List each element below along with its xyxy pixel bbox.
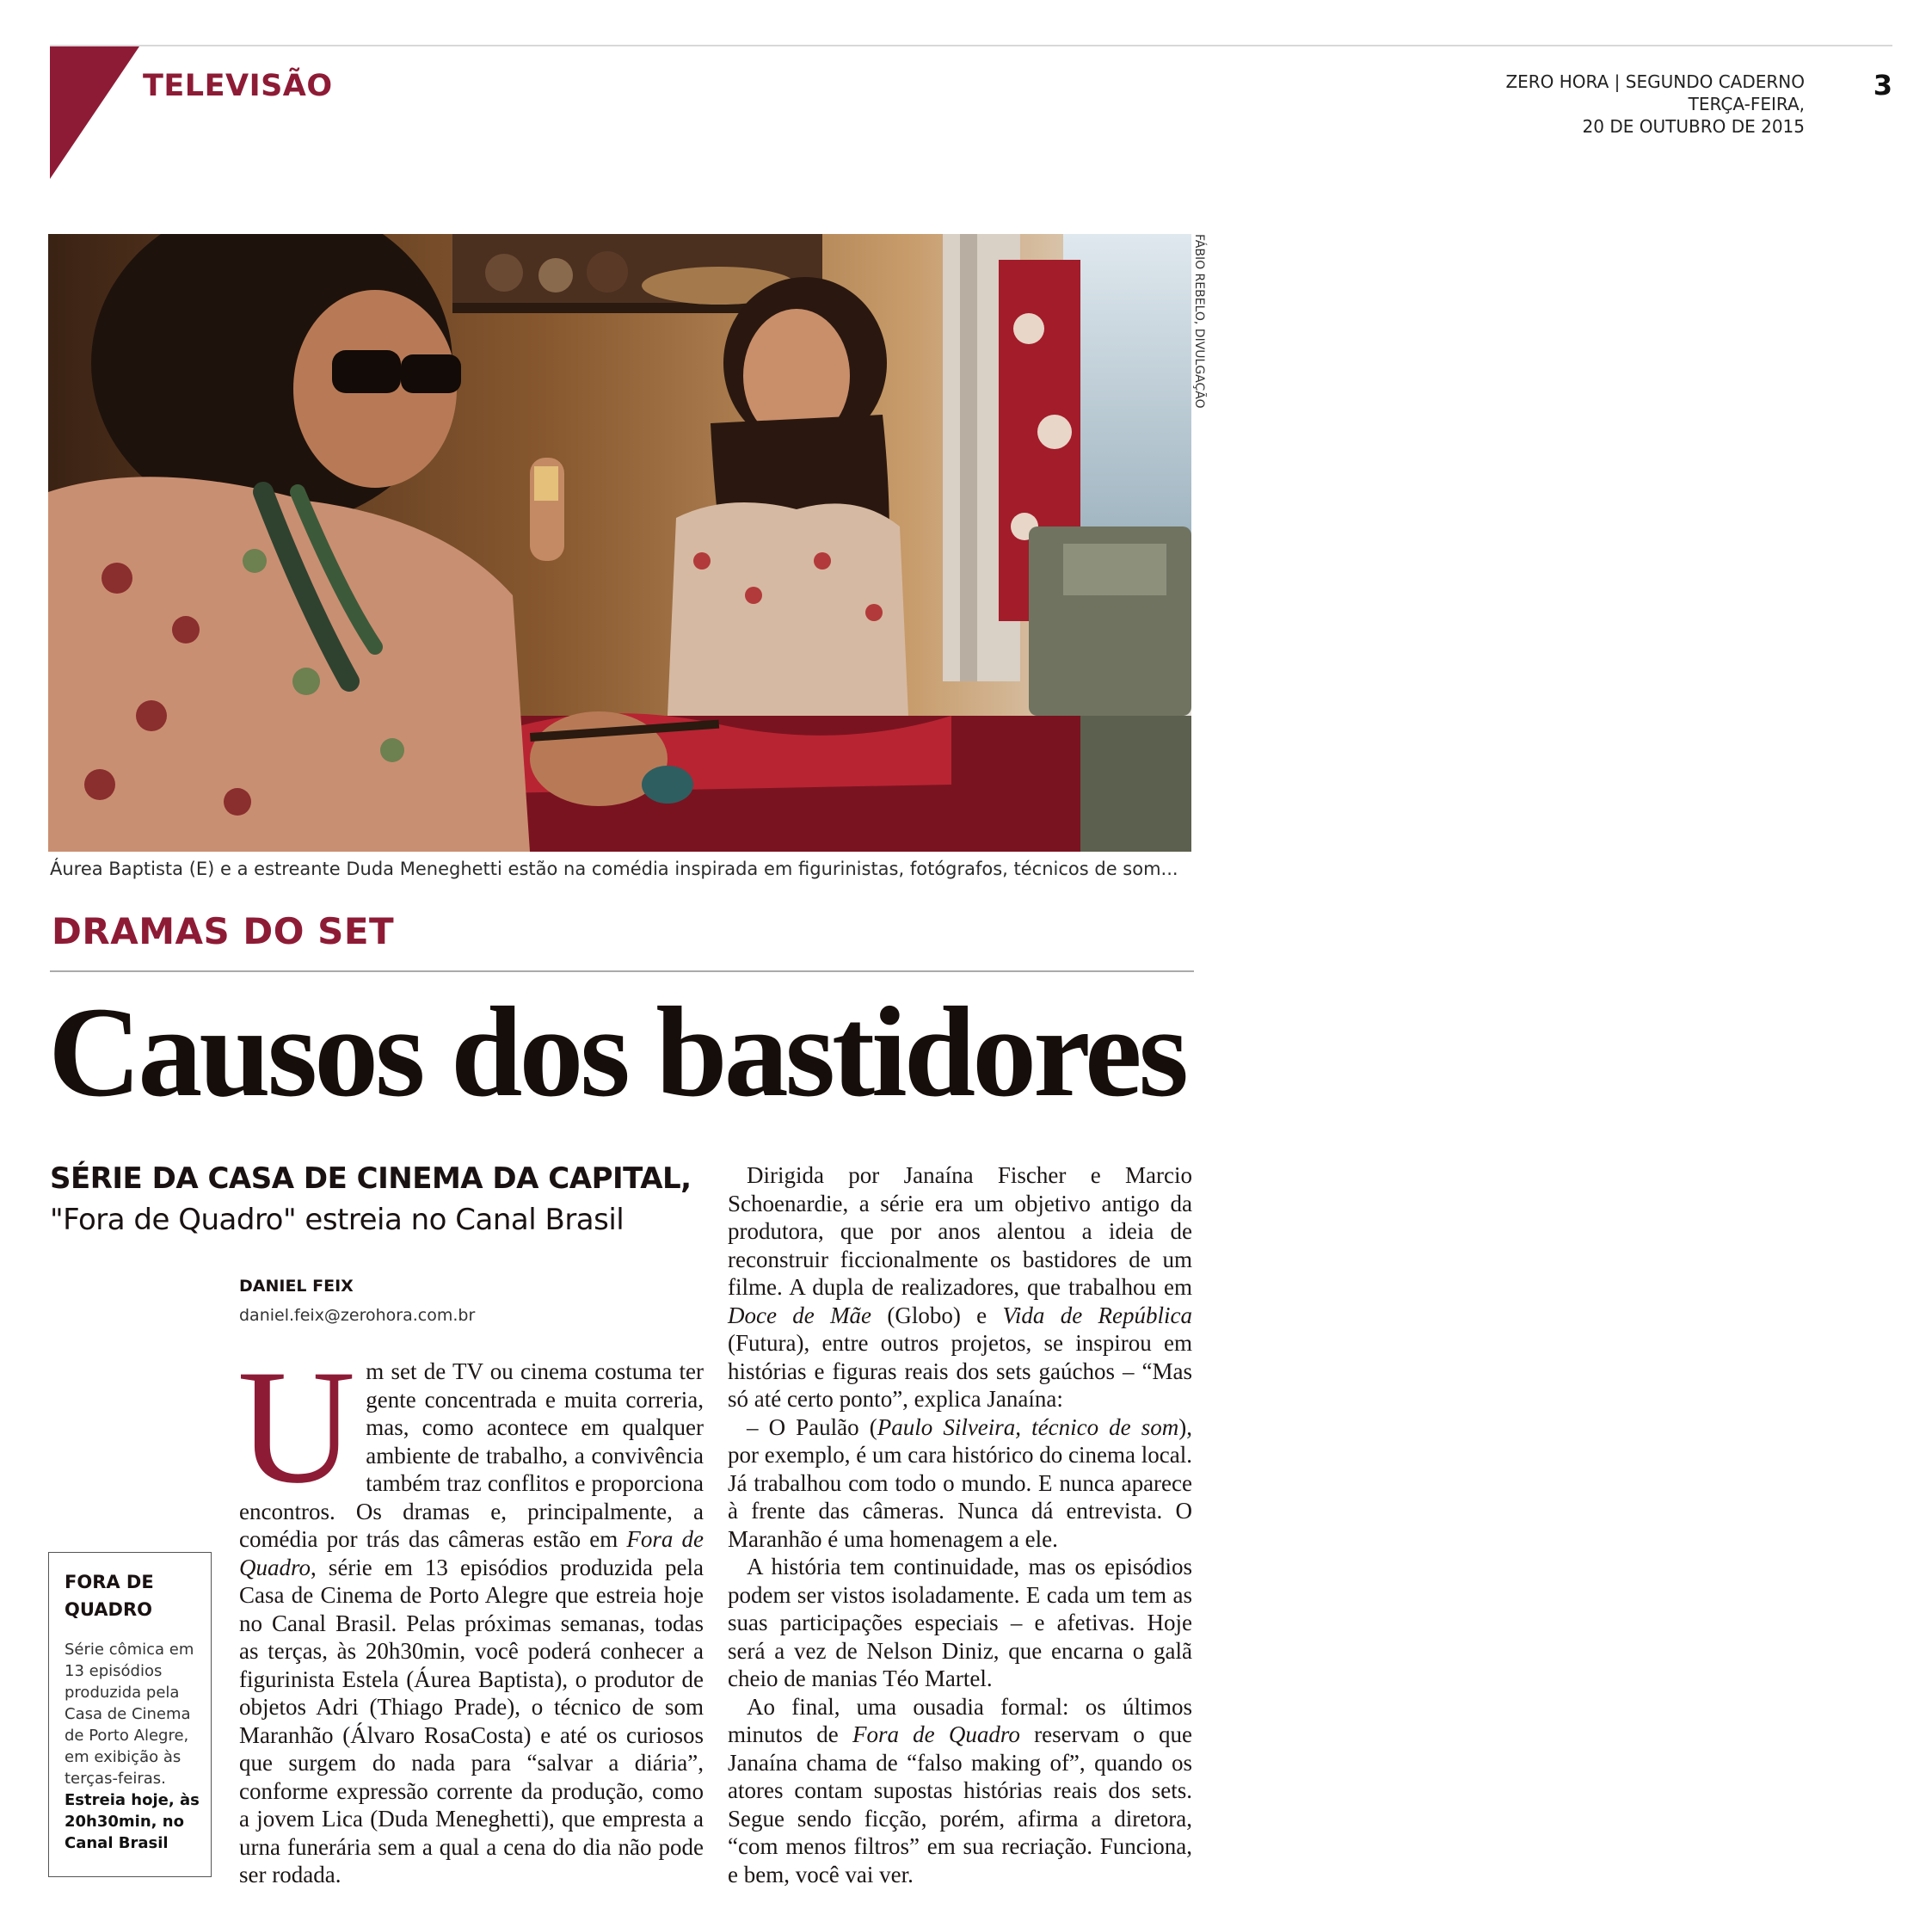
paragraph-text: m set de TV ou cinema costuma ter gente concentrada e muita correria, mas, como acontece em qualquer ambiente de trabalho, a convivência também traz conflitos e proporciona encontros. Os dramas e, principalmente, a comédia por trás das câmeras estão em bbox=[239, 1358, 704, 1552]
photo-credit bbox=[1185, 234, 1211, 432]
byline-email[interactable]: daniel.feix@zerohora.com.br bbox=[239, 1306, 476, 1325]
paragraph-text: Ao final, uma ousadia formal: os últimos minutos de bbox=[728, 1693, 1192, 1747]
paragraph-text: (Futura), entre outros projetos, se inspirou em histórias e figuras reais dos sets gaúchos – “Mas só até certo ponto”, explica Janaína: bbox=[728, 1330, 1192, 1412]
publication-name: ZERO HORA | SEGUNDO CADERNO bbox=[1505, 71, 1805, 92]
info-box-title: FORA DE QUADRO bbox=[65, 1572, 154, 1620]
article-column-2 bbox=[728, 1161, 1192, 1888]
paragraph-text: reservam o que Janaína chama de “falso making of”, quando os atores contam supostas histórias reais dos sets. Segue sendo ficção, porém, afirma a diretora, “com menos filtros” em sua recriação. Funciona, e bem, você vai ver. bbox=[728, 1721, 1192, 1887]
kicker-rule bbox=[50, 970, 1194, 972]
aside-text: Paulo Silveira, técnico de som bbox=[877, 1413, 1179, 1440]
byline bbox=[239, 1277, 475, 1325]
paragraph-text: Dirigida por Janaína Fischer e Marcio Schoenardie, a série era um objetivo antigo da produtora, que por anos alentou a ideia de reconstruir ficcionalmente os bastidores de um filme. A dupla de realizadores, que trabalhou em bbox=[728, 1162, 1192, 1300]
deck-bold: SÉRIE DA CASA DE CINEMA DA CAPITAL, bbox=[50, 1161, 692, 1196]
paragraph bbox=[728, 1413, 1192, 1554]
section-label: TELEVISÃO bbox=[143, 69, 333, 103]
series-title: Fora de Quadro bbox=[852, 1721, 1020, 1747]
drop-cap: U bbox=[237, 1337, 356, 1518]
info-box-text: Série cômica em 13 episódios produzida pela Casa de Cinema de Porto Alegre, em exibição às terças-feiras. bbox=[65, 1641, 194, 1788]
paragraph-text: , série em 13 episódios produzida pela Casa de Cinema de Porto Alegre que estreia hoje no Canal Brasil. Pelas próximas semanas, todas as terças, às 20h30min, você poderá conhecer a figurinista Estela (Áurea Baptista), o produtor de objetos Adri (Thiago Prade), o técnico de som Maranhão (Álvaro RosaCosta) e até os curiosos que surgem do nada para “salvar a diária”, conforme expressão corrente da produção, como a jovem Lica (Duda Meneghetti), que empresta a urna funerária sem a qual a cena do dia não pode ser rodada. bbox=[239, 1554, 704, 1887]
photo-credit-text: FÁBIO REBELO, DIVULGAÇÃO bbox=[1192, 234, 1206, 409]
show-title: Doce de Mãe bbox=[728, 1302, 872, 1328]
page-number: 3 bbox=[1873, 69, 1892, 102]
kicker: DRAMAS DO SET bbox=[52, 910, 395, 952]
photo-illustration bbox=[48, 234, 1191, 852]
paragraph bbox=[237, 1337, 704, 1889]
top-rule bbox=[50, 45, 1892, 46]
weekday: TERÇA-FEIRA, bbox=[1688, 94, 1805, 114]
article-column-1 bbox=[237, 1337, 704, 1889]
paragraph: A história tem continuidade, mas os episódios podem ser vistos isoladamente. E cada um tem as suas participações especiais – e afetivas. Hoje será a vez de Nelson Diniz, que encarna o galã cheio de manias Téo Martel. bbox=[728, 1554, 1192, 1691]
paragraph bbox=[728, 1693, 1192, 1889]
headline: Causos dos bastidores bbox=[48, 981, 1185, 1124]
show-title: Vida de República bbox=[1002, 1302, 1192, 1328]
article-photo bbox=[48, 234, 1191, 852]
info-box bbox=[48, 1552, 212, 1877]
paragraph bbox=[728, 1161, 1192, 1413]
issue-date: 20 DE OUTUBRO DE 2015 bbox=[1582, 116, 1805, 137]
paragraph-text: (Globo) e bbox=[871, 1302, 1003, 1328]
info-box-emphasis: Estreia hoje, às 20h30min, no Canal Brasil bbox=[65, 1791, 200, 1852]
section-flag bbox=[50, 46, 139, 179]
deck-light: "Fora de Quadro" estreia no Canal Brasil bbox=[50, 1203, 625, 1237]
masthead bbox=[1505, 71, 1805, 138]
photo-caption: Áurea Baptista (E) e a estreante Duda Meneghetti estão na comédia inspirada em figurinistas, fotógrafos, técnicos de som... bbox=[50, 859, 1178, 879]
series-title: Fora de Quadro bbox=[239, 1526, 704, 1580]
byline-name: DANIEL FEIX bbox=[239, 1277, 354, 1296]
paragraph-text: – O Paulão ( bbox=[747, 1413, 877, 1440]
deck bbox=[50, 1161, 692, 1237]
paragraph-text: ), por exemplo, é um cara histórico do cinema local. Já trabalhou com todo o mundo. E nunca aparece à frente das câmeras. Nunca dá entrevista. O Maranhão é uma homenagem a ele. bbox=[728, 1413, 1192, 1552]
